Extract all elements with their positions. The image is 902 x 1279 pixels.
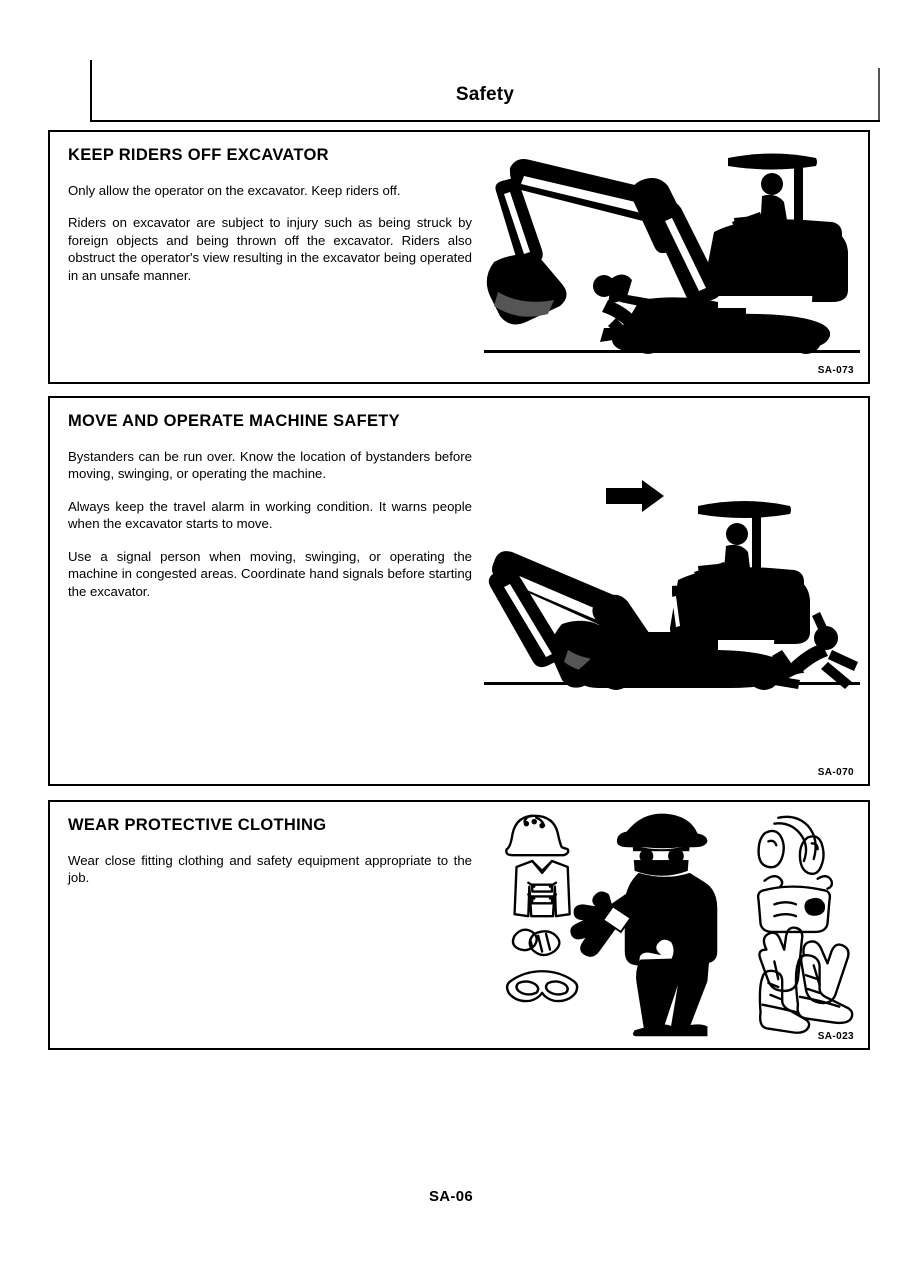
- panel-paragraph: Always keep the travel alarm in working condition. It warns people when the excavator starts to move.: [68, 498, 472, 532]
- figure-code: SA-073: [817, 365, 854, 376]
- page-header: [90, 60, 880, 122]
- figure-code: SA-070: [817, 767, 854, 778]
- ear-muffs-icon: [759, 817, 824, 874]
- hard-hat-icon: [506, 816, 568, 855]
- protective-clothing-illustration: [476, 802, 868, 1048]
- panel-text-block: [68, 816, 472, 887]
- panel-heading: WEAR PROTECTIVE CLOTHING: [68, 816, 327, 834]
- figure-code: SA-023: [817, 1031, 854, 1042]
- safety-panel-wear-protective-clothing: [48, 800, 870, 1050]
- panel-heading: MOVE AND OPERATE MACHINE SAFETY: [68, 412, 400, 430]
- panel-paragraph: Bystanders can be run over. Know the location of bystanders before moving, swinging, or operating the machine.: [68, 448, 472, 482]
- panel-paragraph: Wear close fitting clothing and safety equipment appropriate to the job.: [68, 852, 472, 886]
- excavator-with-rider-illustration: [476, 132, 868, 382]
- excavator-running-over-bystander-illustration: [476, 398, 868, 784]
- respirator-mask-icon: [758, 876, 832, 932]
- gloves-icon: [759, 928, 848, 1003]
- panel-paragraph: Use a signal person when moving, swinging, or operating the machine in congested areas. Coordinate hand signals before starting the excavator.: [68, 548, 472, 599]
- direction-arrow-icon: [606, 480, 664, 512]
- panel-text-block: [68, 412, 472, 600]
- page-footer: SA-06: [428, 1188, 474, 1205]
- panel-text-block: [68, 146, 472, 284]
- panel-heading: KEEP RIDERS OFF EXCAVATOR: [68, 146, 329, 164]
- ear-plugs-icon: [513, 930, 559, 955]
- safety-panel-move-and-operate-machine-safety: [48, 396, 870, 786]
- panel-paragraph: Only allow the operator on the excavator. Keep riders off.: [68, 182, 401, 198]
- header-rule-bottom: [90, 120, 880, 122]
- safety-vest-icon: [515, 861, 570, 916]
- safety-panel-keep-riders-off-excavator: [48, 130, 870, 384]
- page-title: Safety: [455, 84, 515, 105]
- panel-paragraph: Riders on excavator are subject to injury such as being struck by foreign objects and being thrown off the excavator. Riders also obstruct the operator's view resulting in the excavator being operated in an unsafe manner.: [68, 215, 472, 283]
- safety-goggles-icon: [507, 971, 577, 1001]
- worker-silhouette: [570, 814, 717, 1037]
